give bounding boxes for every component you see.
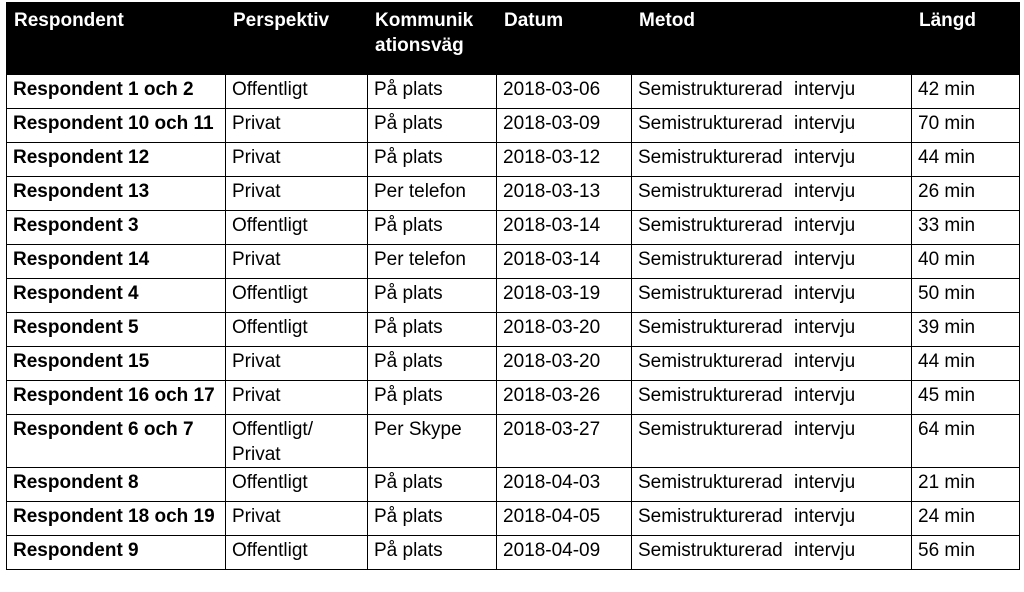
datum-cell: 2018-03-14 — [497, 245, 632, 279]
kommunikationsvag-cell: Per telefon — [368, 245, 497, 279]
datum-cell: 2018-03-20 — [497, 313, 632, 347]
table-row — [7, 75, 1020, 109]
respondent-cell: Respondent 18 och 19 — [7, 502, 226, 536]
datum-cell: 2018-03-14 — [497, 211, 632, 245]
langd-cell: 45 min — [912, 381, 1020, 415]
respondent-cell: Respondent 13 — [7, 177, 226, 211]
langd-cell: 33 min — [912, 211, 1020, 245]
langd-cell: 26 min — [912, 177, 1020, 211]
header-metod: Metod — [632, 3, 912, 75]
respondent-cell: Respondent 15 — [7, 347, 226, 381]
datum-cell: 2018-03-20 — [497, 347, 632, 381]
table-row — [7, 313, 1020, 347]
header-datum: Datum — [497, 3, 632, 75]
header-perspektiv: Perspektiv — [226, 3, 368, 75]
metod-cell: Semistrukturerad intervju — [632, 536, 912, 570]
perspektiv-cell: Privat — [226, 502, 368, 536]
kommunikationsvag-cell: Per Skype — [368, 415, 497, 468]
langd-cell: 21 min — [912, 468, 1020, 502]
table-row — [7, 177, 1020, 211]
perspektiv-cell: Offentligt — [226, 211, 368, 245]
respondent-cell: Respondent 9 — [7, 536, 226, 570]
respondent-cell: Respondent 6 och 7 — [7, 415, 226, 468]
metod-cell: Semistrukturerad intervju — [632, 279, 912, 313]
datum-cell: 2018-03-27 — [497, 415, 632, 468]
table-row — [7, 468, 1020, 502]
datum-cell: 2018-03-06 — [497, 75, 632, 109]
perspektiv-cell: Offentligt/ Privat — [226, 415, 368, 468]
respondent-cell: Respondent 12 — [7, 143, 226, 177]
datum-cell: 2018-04-03 — [497, 468, 632, 502]
kommunikationsvag-cell: På plats — [368, 502, 497, 536]
perspektiv-cell: Privat — [226, 381, 368, 415]
kommunikationsvag-cell: På plats — [368, 468, 497, 502]
perspektiv-cell: Offentligt — [226, 536, 368, 570]
langd-cell: 44 min — [912, 143, 1020, 177]
table-row — [7, 109, 1020, 143]
perspektiv-cell: Privat — [226, 177, 368, 211]
kommunikationsvag-cell: På plats — [368, 75, 497, 109]
datum-cell: 2018-03-09 — [497, 109, 632, 143]
kommunikationsvag-cell: På plats — [368, 381, 497, 415]
metod-cell: Semistrukturerad intervju — [632, 502, 912, 536]
table-row — [7, 245, 1020, 279]
table-row — [7, 502, 1020, 536]
langd-cell: 56 min — [912, 536, 1020, 570]
perspektiv-cell: Offentligt — [226, 75, 368, 109]
metod-cell: Semistrukturerad intervju — [632, 468, 912, 502]
langd-cell: 64 min — [912, 415, 1020, 468]
perspektiv-cell: Offentligt — [226, 279, 368, 313]
langd-cell: 39 min — [912, 313, 1020, 347]
header-langd: Längd — [912, 3, 1020, 75]
table-row — [7, 211, 1020, 245]
respondent-table — [6, 2, 1020, 570]
perspektiv-cell: Privat — [226, 143, 368, 177]
table-body — [7, 75, 1020, 570]
table-row — [7, 415, 1020, 468]
langd-cell: 50 min — [912, 279, 1020, 313]
metod-cell: Semistrukturerad intervju — [632, 347, 912, 381]
datum-cell: 2018-03-19 — [497, 279, 632, 313]
metod-cell: Semistrukturerad intervju — [632, 245, 912, 279]
respondent-cell: Respondent 8 — [7, 468, 226, 502]
perspektiv-cell: Privat — [226, 245, 368, 279]
kommunikationsvag-cell: På plats — [368, 279, 497, 313]
table-row — [7, 381, 1020, 415]
kommunikationsvag-cell: På plats — [368, 536, 497, 570]
metod-cell: Semistrukturerad intervju — [632, 415, 912, 468]
langd-cell: 24 min — [912, 502, 1020, 536]
table-row — [7, 347, 1020, 381]
kommunikationsvag-cell: På plats — [368, 109, 497, 143]
datum-cell: 2018-03-12 — [497, 143, 632, 177]
header-kommunikationsvag: Kommunik ationsväg — [368, 3, 497, 75]
metod-cell: Semistrukturerad intervju — [632, 211, 912, 245]
respondent-cell: Respondent 14 — [7, 245, 226, 279]
metod-cell: Semistrukturerad intervju — [632, 109, 912, 143]
respondent-cell: Respondent 1 och 2 — [7, 75, 226, 109]
table-row — [7, 143, 1020, 177]
perspektiv-cell: Privat — [226, 109, 368, 143]
table-header — [7, 3, 1020, 75]
metod-cell: Semistrukturerad intervju — [632, 313, 912, 347]
langd-cell: 44 min — [912, 347, 1020, 381]
datum-cell: 2018-03-26 — [497, 381, 632, 415]
respondent-cell: Respondent 5 — [7, 313, 226, 347]
perspektiv-cell: Offentligt — [226, 313, 368, 347]
datum-cell: 2018-03-13 — [497, 177, 632, 211]
respondent-cell: Respondent 3 — [7, 211, 226, 245]
kommunikationsvag-cell: Per telefon — [368, 177, 497, 211]
kommunikationsvag-cell: På plats — [368, 347, 497, 381]
respondent-cell: Respondent 10 och 11 — [7, 109, 226, 143]
metod-cell: Semistrukturerad intervju — [632, 75, 912, 109]
langd-cell: 70 min — [912, 109, 1020, 143]
langd-cell: 42 min — [912, 75, 1020, 109]
metod-cell: Semistrukturerad intervju — [632, 143, 912, 177]
header-row — [7, 3, 1020, 75]
kommunikationsvag-cell: På plats — [368, 143, 497, 177]
perspektiv-cell: Offentligt — [226, 468, 368, 502]
datum-cell: 2018-04-05 — [497, 502, 632, 536]
metod-cell: Semistrukturerad intervju — [632, 177, 912, 211]
header-respondent: Respondent — [7, 3, 226, 75]
datum-cell: 2018-04-09 — [497, 536, 632, 570]
table-row — [7, 536, 1020, 570]
kommunikationsvag-cell: På plats — [368, 313, 497, 347]
respondent-cell: Respondent 16 och 17 — [7, 381, 226, 415]
respondent-cell: Respondent 4 — [7, 279, 226, 313]
langd-cell: 40 min — [912, 245, 1020, 279]
table-row — [7, 279, 1020, 313]
metod-cell: Semistrukturerad intervju — [632, 381, 912, 415]
kommunikationsvag-cell: På plats — [368, 211, 497, 245]
perspektiv-cell: Privat — [226, 347, 368, 381]
